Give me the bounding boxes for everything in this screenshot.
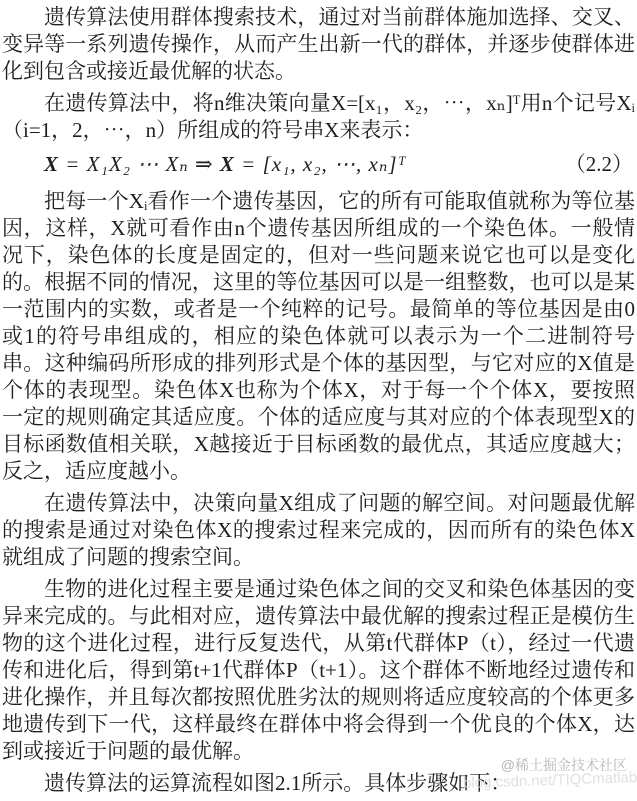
paragraph-flow-reference: 遗传算法的运算流程如图2.1所示。具体步骤如下：: [44, 771, 512, 795]
equation-expression: [44, 151, 407, 178]
paragraph-intro: 遗传算法使用群体搜索技术，通过对当前群体施加选择、交叉、变异等一系列遗传操作，从而产生出新一代的群体，并逐步使群体进化到包含或接近最优解的状态。: [2, 5, 635, 83]
equation-tail-part: = [x₁, x₂, ⋯, xₙ]ᵀ: [234, 152, 407, 176]
paragraph-evolution-process: 生物的进化过程主要是通过染色体之间的交叉和染色体基因的变异来完成的。与此相对应，遗传算法中最优解的搜索过程正是模仿生物的这个进化过程，进行反复迭代，从第t代群体P（t），经过一代遗传和进化后，得到第t+1代群体P（t+1）。这个群体不断地经过遗传和进化操作，并且每次都按照优胜劣汰的规则将适应度较高的个体更多地遗传到下一代，这样最终在群体中将会得到一个优良的个体X，达到或接近于问题的最优解。: [2, 577, 635, 763]
equation-vector-x-lhs: X: [44, 152, 60, 176]
faint-url-watermark: blog.csdn.net/TIQCmatlab: [462, 768, 637, 793]
paragraph-gene-chromosome: 把每一个Xᵢ看作一个遗传基因，它的所有可能取值就称为等位基因，这样，X就可看作由n个遗传基因所组成的一个染色体。一般情况下，染色体的长度是固定的，但对一些问题来说它也可以是变化的。根据不同的情况，这里的等位基因可以是一组整数，也可以是某一范围内的实数，或者是一个纯粹的记号。最简单的等位基因是由0或1的符号串组成的，相应的染色体就可以表示为一个二进制符号串。这种编码所形成的排列形式是个体的基因型，与它对应的X值是个体的表现型。染色体X也称为个体X，对于每一个个体X，要按照一定的规则确定其适应度。个体的适应度与其对应的个体表现型X的目标函数值相关联，X越接近于目标函数的最优点，其适应度越大；反之，适应度越小。: [2, 189, 635, 483]
equation-vector-x-rhs: X: [219, 152, 235, 176]
equation-2-2: [2, 151, 635, 178]
paragraph-decision-vector: 在遗传算法中，将n维决策向量X=[x₁，x₂，⋯，xₙ]ᵀ用n个记号Xᵢ（i=1，2，⋯，n）所组成的符号串X来表示：: [2, 91, 635, 142]
community-watermark: @稀土掘金技术社区: [500, 757, 627, 773]
paragraph-search-space: 在遗传算法中，决策向量X组成了问题的解空间。对问题最优解的搜索是通过对染色体X的搜索过程来完成的，因而所有的染色体X就组成了问题的搜索空间。: [2, 491, 635, 569]
equation-middle-part: = X₁X₂ ⋯ Xₙ ⇒: [59, 152, 220, 176]
equation-number: （2.2）: [564, 152, 633, 176]
